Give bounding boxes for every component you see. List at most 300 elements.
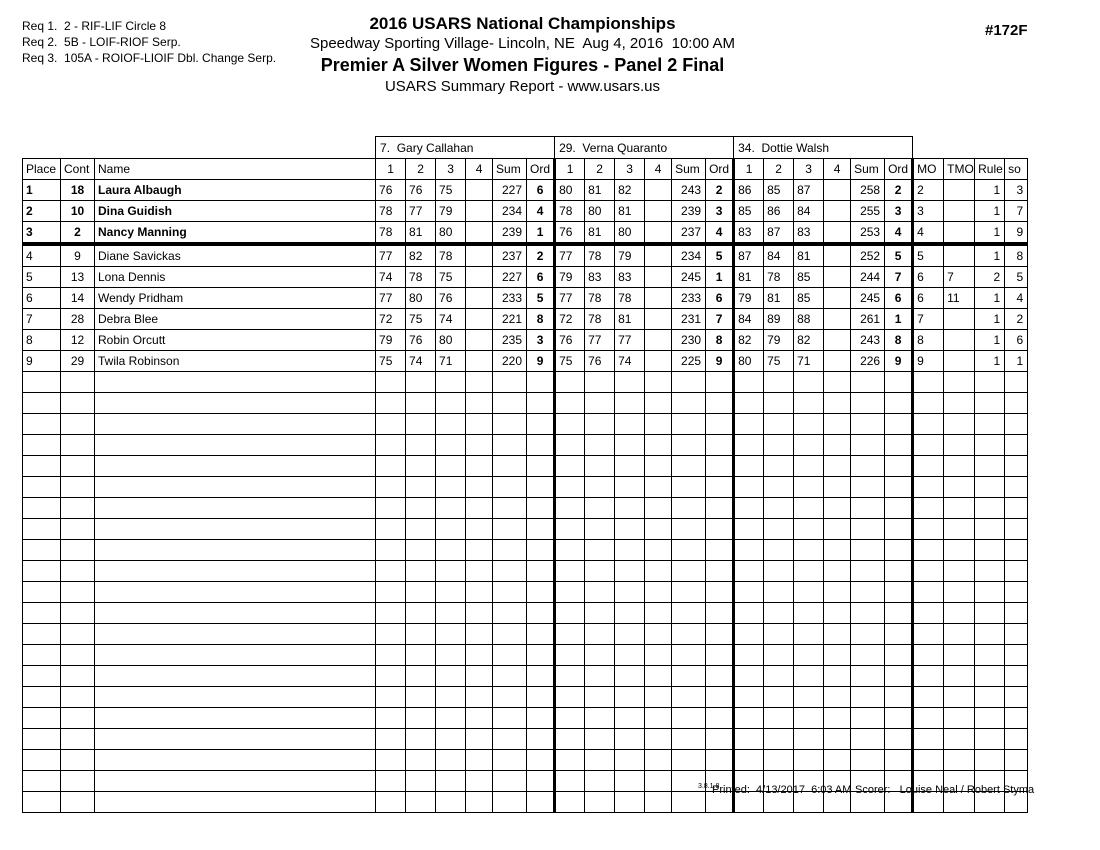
- empty-cell: [885, 624, 913, 645]
- empty-cell: [615, 750, 645, 771]
- score-cell: 74: [615, 351, 645, 372]
- empty-cell: [95, 477, 376, 498]
- result-row: [23, 351, 1028, 372]
- empty-cell: [1005, 477, 1028, 498]
- empty-cell: [95, 414, 376, 435]
- empty-cell: [734, 456, 764, 477]
- event-number: #172F: [985, 22, 1028, 39]
- sum-cell: 239: [672, 201, 706, 222]
- score-cell: 86: [734, 180, 764, 201]
- empty-cell: [794, 645, 824, 666]
- tmo-cell: [944, 222, 975, 245]
- empty-cell: [794, 372, 824, 393]
- empty-cell: [944, 540, 975, 561]
- empty-cell: [645, 792, 672, 813]
- ord-cell: 8: [527, 309, 555, 330]
- mo-cell: 6: [913, 267, 944, 288]
- result-row: [23, 267, 1028, 288]
- score-cell: 83: [585, 267, 615, 288]
- empty-cell: [61, 498, 95, 519]
- empty-cell: [706, 498, 734, 519]
- rule-cell: 1: [975, 201, 1005, 222]
- column-header: Sum: [493, 159, 527, 180]
- empty-cell: [555, 435, 585, 456]
- empty-cell: [406, 729, 436, 750]
- empty-cell: [764, 456, 794, 477]
- empty-cell: [555, 750, 585, 771]
- rule-cell: 2: [975, 267, 1005, 288]
- empty-cell: [95, 687, 376, 708]
- tmo-cell: [944, 201, 975, 222]
- result-row: [23, 180, 1028, 201]
- empty-cell: [615, 603, 645, 624]
- column-header: Sum: [851, 159, 885, 180]
- empty-cell: [585, 687, 615, 708]
- score-cell: 77: [585, 330, 615, 351]
- report-title: USARS Summary Report - www.usars.us: [384, 78, 661, 95]
- empty-cell: [851, 393, 885, 414]
- empty-cell: [672, 372, 706, 393]
- mo-cell: 9: [913, 351, 944, 372]
- empty-cell: [585, 603, 615, 624]
- empty-cell: [23, 456, 61, 477]
- empty-cell: [824, 435, 851, 456]
- empty-cell: [555, 498, 585, 519]
- score-cell: 78: [585, 244, 615, 267]
- empty-cell: [376, 645, 406, 666]
- score-cell: 81: [406, 222, 436, 245]
- empty-cell: [913, 687, 944, 708]
- score-cell: 80: [406, 288, 436, 309]
- empty-cell: [436, 582, 466, 603]
- empty-cell: [61, 582, 95, 603]
- score-cell: 76: [406, 180, 436, 201]
- empty-row: [23, 750, 1028, 771]
- empty-cell: [23, 561, 61, 582]
- empty-cell: [764, 750, 794, 771]
- column-header: 3: [794, 159, 824, 180]
- empty-cell: [493, 498, 527, 519]
- empty-cell: [734, 645, 764, 666]
- empty-cell: [672, 750, 706, 771]
- empty-cell: [1005, 708, 1028, 729]
- empty-cell: [734, 540, 764, 561]
- sum-cell: 233: [672, 288, 706, 309]
- empty-cell: [1005, 498, 1028, 519]
- score-cell: 75: [436, 180, 466, 201]
- cont-cell: 10: [61, 201, 95, 222]
- column-header: Sum: [672, 159, 706, 180]
- ord-cell: 8: [706, 330, 734, 351]
- empty-cell: [764, 519, 794, 540]
- empty-cell: [493, 414, 527, 435]
- empty-cell: [645, 456, 672, 477]
- empty-cell: [95, 729, 376, 750]
- empty-cell: [975, 687, 1005, 708]
- empty-cell: [1005, 414, 1028, 435]
- empty-cell: [555, 624, 585, 645]
- empty-cell: [824, 372, 851, 393]
- empty-cell: [376, 666, 406, 687]
- empty-cell: [585, 498, 615, 519]
- empty-cell: [466, 414, 493, 435]
- empty-cell: [672, 666, 706, 687]
- empty-cell: [615, 708, 645, 729]
- empty-cell: [672, 393, 706, 414]
- empty-cell: [61, 729, 95, 750]
- column-header: Place: [23, 159, 61, 180]
- empty-cell: [493, 792, 527, 813]
- empty-cell: [1005, 393, 1028, 414]
- empty-cell: [466, 561, 493, 582]
- tmo-cell: [944, 180, 975, 201]
- empty-cell: [672, 456, 706, 477]
- empty-row: [23, 477, 1028, 498]
- empty-cell: [851, 645, 885, 666]
- score-cell: [466, 222, 493, 245]
- sum-cell: 230: [672, 330, 706, 351]
- empty-cell: [734, 708, 764, 729]
- empty-cell: [764, 393, 794, 414]
- score-cell: [645, 201, 672, 222]
- empty-cell: [493, 624, 527, 645]
- empty-cell: [527, 498, 555, 519]
- empty-cell: [436, 750, 466, 771]
- empty-cell: [764, 582, 794, 603]
- empty-cell: [436, 519, 466, 540]
- empty-cell: [794, 624, 824, 645]
- empty-cell: [376, 729, 406, 750]
- cont-cell: 29: [61, 351, 95, 372]
- score-cell: 78: [406, 267, 436, 288]
- empty-cell: [585, 666, 615, 687]
- empty-cell: [1005, 645, 1028, 666]
- empty-cell: [555, 414, 585, 435]
- empty-cell: [706, 729, 734, 750]
- empty-cell: [706, 750, 734, 771]
- column-header: 2: [585, 159, 615, 180]
- empty-cell: [61, 624, 95, 645]
- empty-cell: [645, 624, 672, 645]
- mo-cell: 7: [913, 309, 944, 330]
- empty-cell: [527, 792, 555, 813]
- empty-cell: [95, 666, 376, 687]
- empty-cell: [585, 540, 615, 561]
- empty-cell: [975, 603, 1005, 624]
- empty-cell: [23, 708, 61, 729]
- sum-cell: 235: [493, 330, 527, 351]
- empty-cell: [527, 750, 555, 771]
- empty-cell: [95, 561, 376, 582]
- empty-cell: [706, 372, 734, 393]
- column-header: 1: [555, 159, 585, 180]
- empty-cell: [376, 771, 406, 792]
- so-cell: 9: [1005, 222, 1028, 245]
- score-cell: [645, 351, 672, 372]
- empty-cell: [585, 582, 615, 603]
- empty-cell: [376, 540, 406, 561]
- empty-cell: [555, 666, 585, 687]
- empty-cell: [406, 582, 436, 603]
- empty-cell: [527, 645, 555, 666]
- place-cell: 2: [23, 201, 61, 222]
- empty-cell: [824, 750, 851, 771]
- empty-cell: [851, 603, 885, 624]
- place-cell: 3: [23, 222, 61, 245]
- empty-cell: [555, 729, 585, 750]
- empty-cell: [466, 645, 493, 666]
- empty-cell: [585, 393, 615, 414]
- score-cell: [645, 180, 672, 201]
- score-cell: 78: [376, 222, 406, 245]
- empty-cell: [493, 750, 527, 771]
- empty-cell: [734, 393, 764, 414]
- result-row: [23, 309, 1028, 330]
- ord-cell: 5: [706, 244, 734, 267]
- empty-cell: [824, 540, 851, 561]
- result-row: [23, 244, 1028, 267]
- empty-cell: [672, 435, 706, 456]
- column-header: TMO: [944, 159, 975, 180]
- requirement-line-2: Req 2. 5B - LOIF-RIOF Serp.: [22, 35, 181, 49]
- empty-cell: [764, 435, 794, 456]
- empty-cell: [23, 729, 61, 750]
- score-cell: 78: [585, 288, 615, 309]
- empty-cell: [1005, 603, 1028, 624]
- empty-cell: [706, 561, 734, 582]
- empty-cell: [975, 519, 1005, 540]
- score-cell: 80: [585, 201, 615, 222]
- empty-cell: [615, 477, 645, 498]
- empty-cell: [527, 456, 555, 477]
- ord-cell: 7: [706, 309, 734, 330]
- empty-cell: [913, 582, 944, 603]
- ord-cell: 4: [706, 222, 734, 245]
- empty-cell: [824, 498, 851, 519]
- empty-cell: [645, 540, 672, 561]
- empty-cell: [944, 435, 975, 456]
- empty-cell: [885, 540, 913, 561]
- empty-cell: [436, 372, 466, 393]
- score-cell: 76: [436, 288, 466, 309]
- empty-cell: [466, 792, 493, 813]
- score-cell: 82: [615, 180, 645, 201]
- empty-cell: [436, 624, 466, 645]
- empty-cell: [645, 771, 672, 792]
- score-cell: 79: [734, 288, 764, 309]
- empty-cell: [764, 603, 794, 624]
- score-cell: 77: [376, 244, 406, 267]
- result-row: [23, 201, 1028, 222]
- empty-cell: [885, 750, 913, 771]
- empty-cell: [23, 666, 61, 687]
- empty-cell: [764, 561, 794, 582]
- empty-cell: [23, 792, 61, 813]
- empty-cell: [885, 498, 913, 519]
- empty-cell: [376, 582, 406, 603]
- empty-cell: [466, 498, 493, 519]
- score-cell: 72: [376, 309, 406, 330]
- empty-cell: [764, 498, 794, 519]
- column-header: 4: [824, 159, 851, 180]
- empty-cell: [975, 729, 1005, 750]
- empty-cell: [885, 477, 913, 498]
- empty-row: [23, 645, 1028, 666]
- requirement-line-1: Req 1. 2 - RIF-LIF Circle 8: [22, 19, 167, 33]
- place-cell: 7: [23, 309, 61, 330]
- empty-cell: [944, 414, 975, 435]
- sum-cell: 252: [851, 244, 885, 267]
- empty-cell: [585, 372, 615, 393]
- empty-cell: [555, 393, 585, 414]
- empty-cell: [645, 561, 672, 582]
- empty-cell: [555, 687, 585, 708]
- score-cell: 79: [764, 330, 794, 351]
- empty-cell: [376, 603, 406, 624]
- empty-cell: [61, 372, 95, 393]
- column-header: so: [1005, 159, 1028, 180]
- empty-cell: [944, 708, 975, 729]
- score-cell: 88: [794, 309, 824, 330]
- empty-cell: [23, 687, 61, 708]
- sum-cell: 243: [851, 330, 885, 351]
- empty-cell: [406, 498, 436, 519]
- empty-cell: [555, 540, 585, 561]
- score-cell: 77: [555, 288, 585, 309]
- score-cell: 77: [555, 244, 585, 267]
- empty-cell: [764, 687, 794, 708]
- empty-cell: [885, 561, 913, 582]
- empty-cell: [527, 477, 555, 498]
- empty-cell: [585, 708, 615, 729]
- empty-cell: [944, 456, 975, 477]
- score-cell: 81: [585, 180, 615, 201]
- empty-cell: [794, 414, 824, 435]
- empty-cell: [1005, 519, 1028, 540]
- empty-cell: [436, 687, 466, 708]
- score-cell: 87: [734, 244, 764, 267]
- score-cell: 83: [615, 267, 645, 288]
- empty-cell: [585, 792, 615, 813]
- column-header: 2: [764, 159, 794, 180]
- score-cell: [824, 222, 851, 245]
- empty-cell: [61, 750, 95, 771]
- empty-cell: [913, 540, 944, 561]
- empty-cell: [585, 750, 615, 771]
- empty-cell: [376, 687, 406, 708]
- column-header-row: [23, 159, 1028, 180]
- empty-row: [23, 498, 1028, 519]
- ord-cell: 3: [527, 330, 555, 351]
- empty-cell: [406, 540, 436, 561]
- empty-cell: [944, 372, 975, 393]
- empty-cell: [975, 540, 1005, 561]
- sum-cell: 234: [672, 244, 706, 267]
- empty-cell: [851, 435, 885, 456]
- empty-cell: [1005, 540, 1028, 561]
- score-cell: 74: [406, 351, 436, 372]
- score-cell: 79: [555, 267, 585, 288]
- empty-cell: [824, 708, 851, 729]
- empty-cell: [406, 792, 436, 813]
- empty-cell: [466, 771, 493, 792]
- empty-cell: [645, 498, 672, 519]
- column-header: 4: [466, 159, 493, 180]
- empty-cell: [975, 456, 1005, 477]
- rule-cell: 1: [975, 222, 1005, 245]
- empty-cell: [436, 561, 466, 582]
- sum-cell: 243: [672, 180, 706, 201]
- empty-cell: [555, 645, 585, 666]
- judge-row-spacer-left: [23, 137, 376, 159]
- empty-cell: [466, 603, 493, 624]
- empty-cell: [61, 771, 95, 792]
- score-cell: 82: [794, 330, 824, 351]
- empty-cell: [672, 498, 706, 519]
- empty-cell: [851, 498, 885, 519]
- empty-cell: [585, 771, 615, 792]
- empty-cell: [885, 729, 913, 750]
- score-cell: 84: [794, 201, 824, 222]
- score-cell: 89: [764, 309, 794, 330]
- empty-cell: [824, 729, 851, 750]
- score-cell: 77: [615, 330, 645, 351]
- rule-cell: 1: [975, 351, 1005, 372]
- empty-cell: [585, 561, 615, 582]
- score-cell: [824, 330, 851, 351]
- empty-cell: [376, 414, 406, 435]
- score-cell: 78: [555, 201, 585, 222]
- empty-cell: [734, 435, 764, 456]
- score-cell: 75: [764, 351, 794, 372]
- empty-cell: [95, 624, 376, 645]
- score-cell: 75: [376, 351, 406, 372]
- ord-cell: 3: [706, 201, 734, 222]
- empty-cell: [706, 477, 734, 498]
- empty-cell: [527, 624, 555, 645]
- empty-cell: [706, 540, 734, 561]
- empty-cell: [585, 456, 615, 477]
- empty-cell: [885, 372, 913, 393]
- sum-cell: 231: [672, 309, 706, 330]
- empty-cell: [824, 645, 851, 666]
- so-cell: 1: [1005, 351, 1028, 372]
- empty-cell: [23, 393, 61, 414]
- empty-cell: [493, 708, 527, 729]
- empty-cell: [527, 414, 555, 435]
- empty-cell: [913, 414, 944, 435]
- score-cell: [466, 267, 493, 288]
- score-cell: [466, 330, 493, 351]
- empty-cell: [61, 456, 95, 477]
- ord-cell: 1: [527, 222, 555, 245]
- empty-cell: [706, 414, 734, 435]
- empty-cell: [527, 582, 555, 603]
- empty-cell: [734, 414, 764, 435]
- empty-cell: [95, 519, 376, 540]
- footer-printed: Printed: 4/13/2017 6:03 AM: [712, 784, 852, 796]
- empty-cell: [885, 393, 913, 414]
- empty-cell: [493, 561, 527, 582]
- sum-cell: 234: [493, 201, 527, 222]
- empty-cell: [406, 645, 436, 666]
- empty-cell: [436, 771, 466, 792]
- empty-cell: [585, 519, 615, 540]
- empty-cell: [885, 603, 913, 624]
- empty-cell: [672, 645, 706, 666]
- empty-cell: [824, 519, 851, 540]
- empty-cell: [527, 687, 555, 708]
